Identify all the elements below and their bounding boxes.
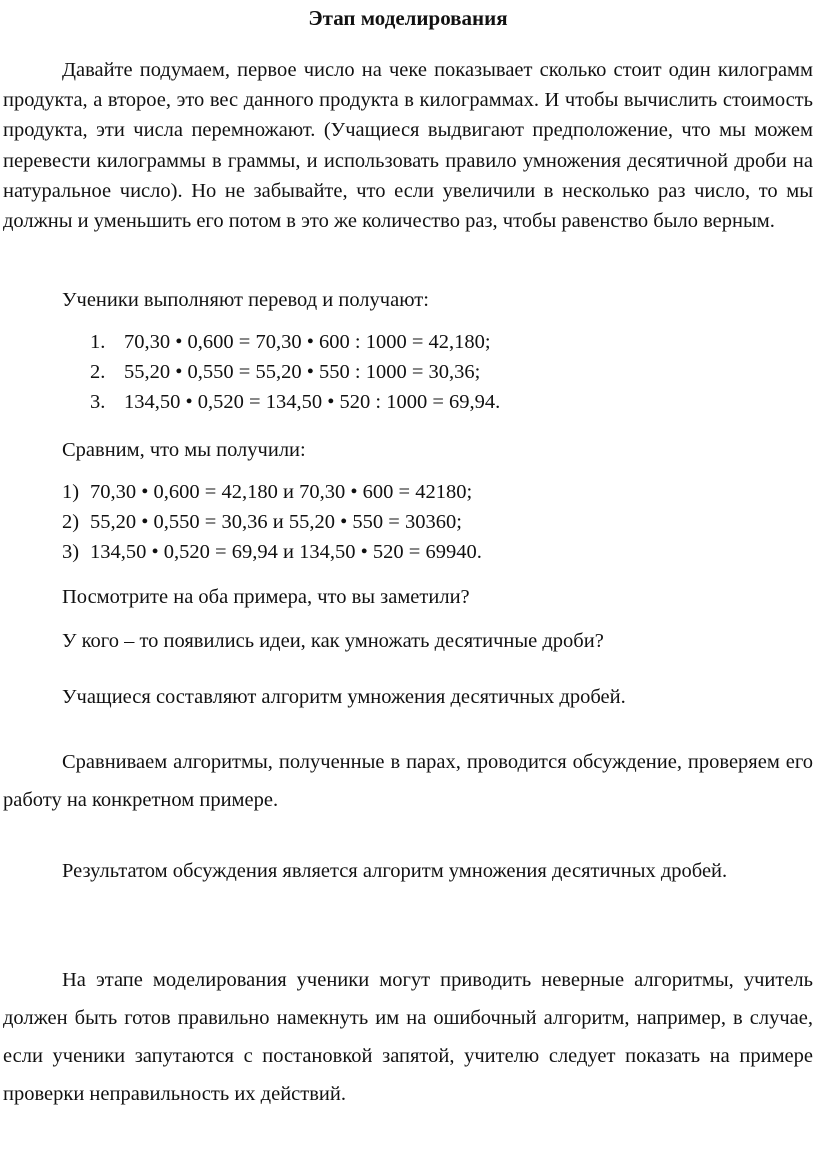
list-item-number: 2. (90, 361, 106, 383)
result-paragraph: Результатом обсуждения является алгоритм умножения десятичных дробей. (62, 860, 728, 882)
list-item-text: 134,50 • 0,520 = 134,50 • 520 : 1000 = 69,94. (124, 391, 501, 413)
compare-line: Сравним, что мы получили: (62, 439, 306, 461)
question-line-2: У кого – то появились идеи, как умножать десятичные дроби? (62, 630, 604, 652)
list-item-number: 3) (62, 541, 80, 563)
intro-paragraph: Давайте подумаем, первое число на чеке показывает сколько стоит один килограмм продукта, а второе, это вес данного продукта в килограммах. И чтобы вычислить стоимость продукта, эти числа перемножают. (Учащиеся выдвигают предположение, что мы можем перевести килограммы в граммы, и использовать правило умножения десятичной дроби на натуральное число). Но не забывайте, что если увеличили в несколько раз число, то мы должны и уменьшить его потом в это же количество раз, чтобы равенство было верным. (3, 59, 813, 233)
conversion-list (90, 327, 500, 417)
list-item (62, 477, 482, 507)
comparison-list (62, 477, 482, 567)
algorithm-line: Учащиеся составляют алгоритм умножения десятичных дробей. (62, 686, 626, 708)
list-item-text: 70,30 • 0,600 = 42,180 и 70,30 • 600 = 42180; (90, 481, 473, 503)
list-item-text: 55,20 • 0,550 = 30,36 и 55,20 • 550 = 30360; (90, 511, 462, 533)
list-item-text: 134,50 • 0,520 = 69,94 и 134,50 • 520 = 69940. (90, 541, 482, 563)
list-item-number: 1. (90, 331, 106, 353)
list-item (90, 327, 500, 357)
list-item-number: 2) (62, 511, 80, 533)
conclusion-paragraph: На этапе моделирования ученики могут приводить неверные алгоритмы, учитель должен быть готов правильно намекнуть им на ошибочный алгоритм, например, в случае, если ученики запутаются с постановкой запятой, учителю следует показать на примере проверки неправильность их действий. (3, 969, 813, 1105)
question-line-1: Посмотрите на оба примера, что вы заметили? (62, 586, 470, 608)
page-title: Этап моделирования (308, 6, 508, 30)
list-item-number: 3. (90, 391, 106, 413)
list-item (90, 387, 500, 417)
list-item-number: 1) (62, 481, 80, 503)
students-convert-line: Ученики выполняют перевод и получают: (62, 289, 429, 311)
discussion-paragraph: Сравниваем алгоритмы, полученные в парах, проводится обсуждение, проверяем его работу на конкретном примере. (3, 751, 813, 811)
list-item (90, 357, 500, 387)
list-item-text: 70,30 • 0,600 = 70,30 • 600 : 1000 = 42,180; (124, 331, 491, 353)
list-item (62, 507, 482, 537)
list-item (62, 537, 482, 567)
list-item-text: 55,20 • 0,550 = 55,20 • 550 : 1000 = 30,36; (124, 361, 481, 383)
